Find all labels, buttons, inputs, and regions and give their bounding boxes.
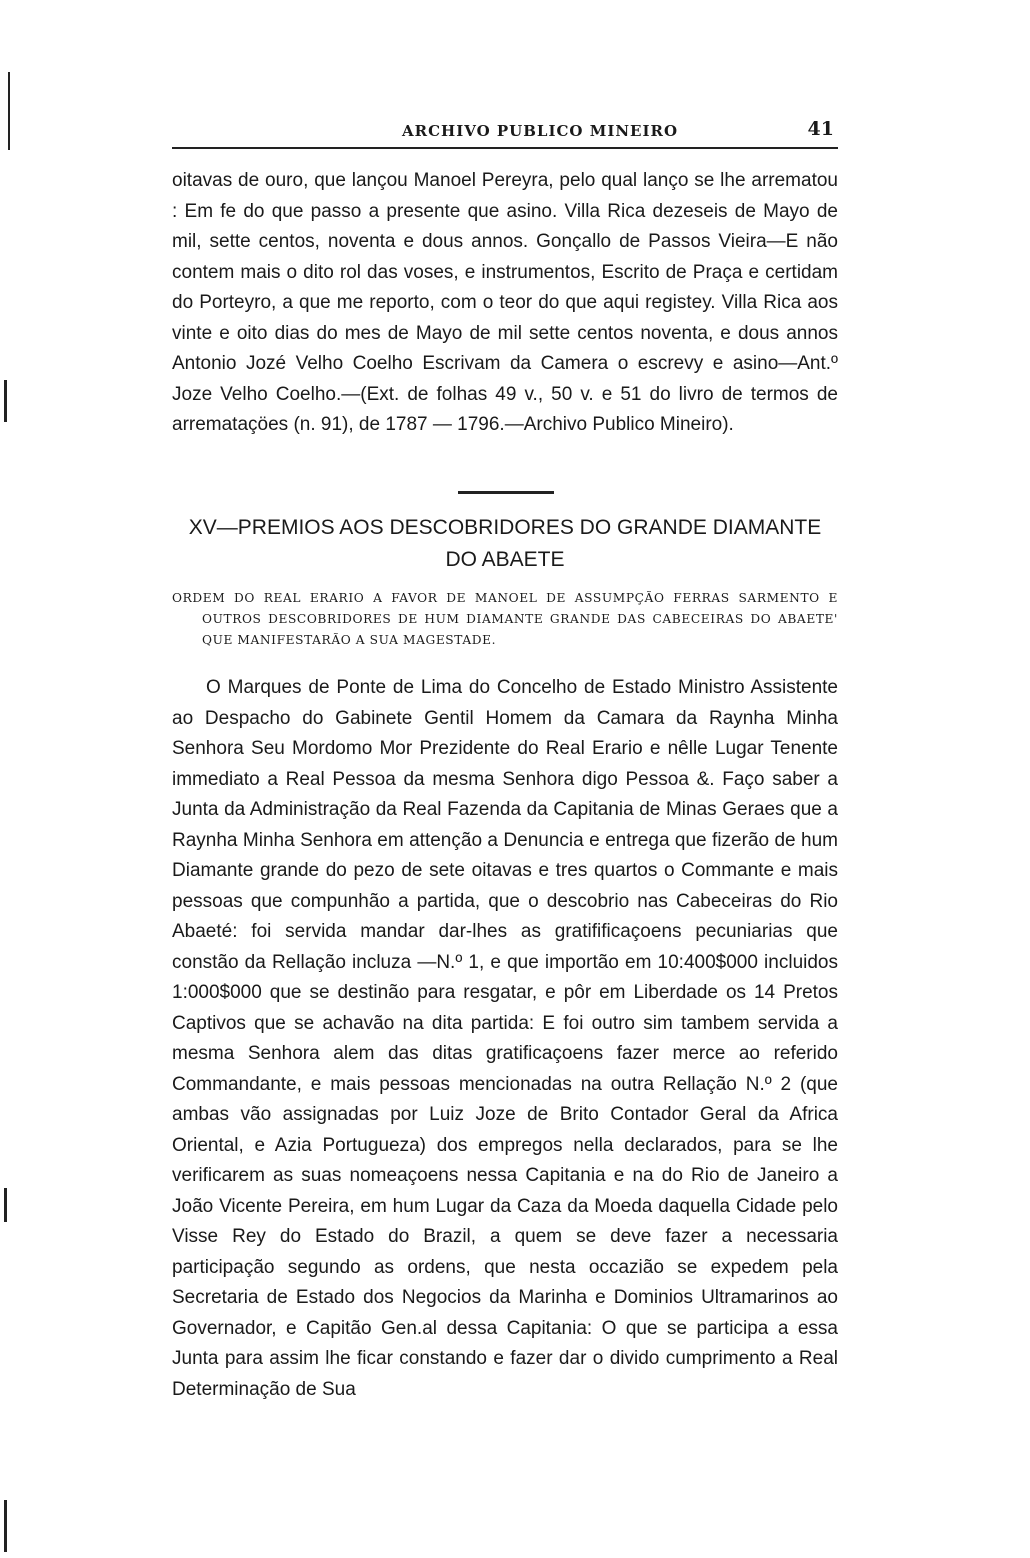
section-divider — [458, 491, 554, 494]
order-caption — [172, 588, 838, 651]
order-caption-text: ORDEM DO REAL ERARIO A FAVOR DE MANOEL DE ASSUMPÇÃO FERRAS SARMENTO E OUTROS DESCOBRIDORES DE HUM DIAMANTE GRANDE DAS CABECEIRAS DO ABAETE' QUE MANIFESTARÃO A SUA MAGESTADE. — [172, 591, 838, 647]
scan-edge-mark — [4, 380, 7, 422]
scan-edge-mark — [4, 1500, 7, 1552]
section-title-line-1: XV—PREMIOS AOS DESCOBRIDORES DO GRANDE DIAMANTE — [188, 516, 822, 539]
scan-edge-mark — [8, 72, 10, 150]
scan-edge-mark — [4, 1188, 7, 1222]
paragraph-order-text: O Marques de Ponte de Lima do Concelho de Estado Ministro Assistente ao Despacho do Gabinete Gentil Homem da Camara da Raynha Minha Senhora Seu Mordomo Mor Prezidente do Real Erario e nêlle Lugar Tenente immediato a Real Pessoa da mesma Senhora digo Pessoa &. Faço saber a Junta da Administração da Real Fazenda da Capitania de Minas Geraes que a Raynha Minha Senhora em attenção a Denuncia e entrega que fizerão de hum Diamante grande do pezo de sete oitavas e tres quartos o Commante e mais pessoas que compunhão a partida, que o descobrio nas Cabeceiras do Rio Abaeté: foi servida mandar dar-lhes as gratifificaçoens pecuniarias que constão da Rellação incluza —N.º 1, e que importão em 10:400$000 incluidos 1:000$000 que se destinão para resgatar, e pôr em Liberdade os 14 Pretos Captivos que se achavão na dita partida: E foi outro sim tambem servida a mesma Senhora alem das ditas gratificaçoens fazer merce ao referido Commandante, e mais pessoas mencionadas na outra Rellação N.º 2 (que ambas vão assignadas por Luiz Joze de Brito Contador Geral da Africa Oriental, e Azia Portugueza) dos empregos nella declarados, para se lhe verificarem as suas nomeaçoens nessa Capitania e na do Rio de Janeiro a João Vicente Pereira, em hum Lugar da Caza da Moeda daquella Cidade pelo Visse Rey do Estado do Brazil, a quem se deve fazer a necessaria participação segundo as ordens, que nesta occazião se expedem pela Secretaria de Estado dos Negocios da Marinha e Dominios Ultramarinos ao Governador, e Capitão Gen.al dessa Capitania: O que se participa a essa Junta para assim lhe ficar constando e fazer dar o divido cumprimento a Real Determinação de Sua — [172, 677, 838, 1400]
running-title: ARCHIVO PUBLICO MINEIRO — [402, 122, 679, 140]
section-title — [172, 512, 838, 576]
paragraph-continuation: oitavas de ouro, que lançou Manoel Pereyra, pelo qual lanço se lhe arrematou : Em fe do que passo a presente que asino. Villa Rica dezeseis de Mayo de mil, sette centos, noventa e dous annos. Gonçallo de Passos Vieira—E não contem mais o dito rol das voses, e instrumentos, Escrito de Praça e certidam do Porteyro, a que me reporto, com o teor do que aqui registey. Villa Rica aos vinte e oito dias do mes de Mayo de mil sette centos noventa, e dous annos Antonio Jozé Velho Coelho Escrivam da Camera o escrevy e asino—Ant.º Joze Velho Coelho.—(Ext. de folhas 49 v., 50 v. e 51 do livro de termos de arremataçöes (n. 91), de 1787 — 1796.—Archivo Publico Mineiro). — [172, 170, 838, 435]
page-number: 41 — [807, 118, 834, 140]
running-head — [172, 118, 838, 146]
section-title-line-2: DO ABAETE — [445, 548, 565, 571]
header-rule — [172, 147, 838, 149]
